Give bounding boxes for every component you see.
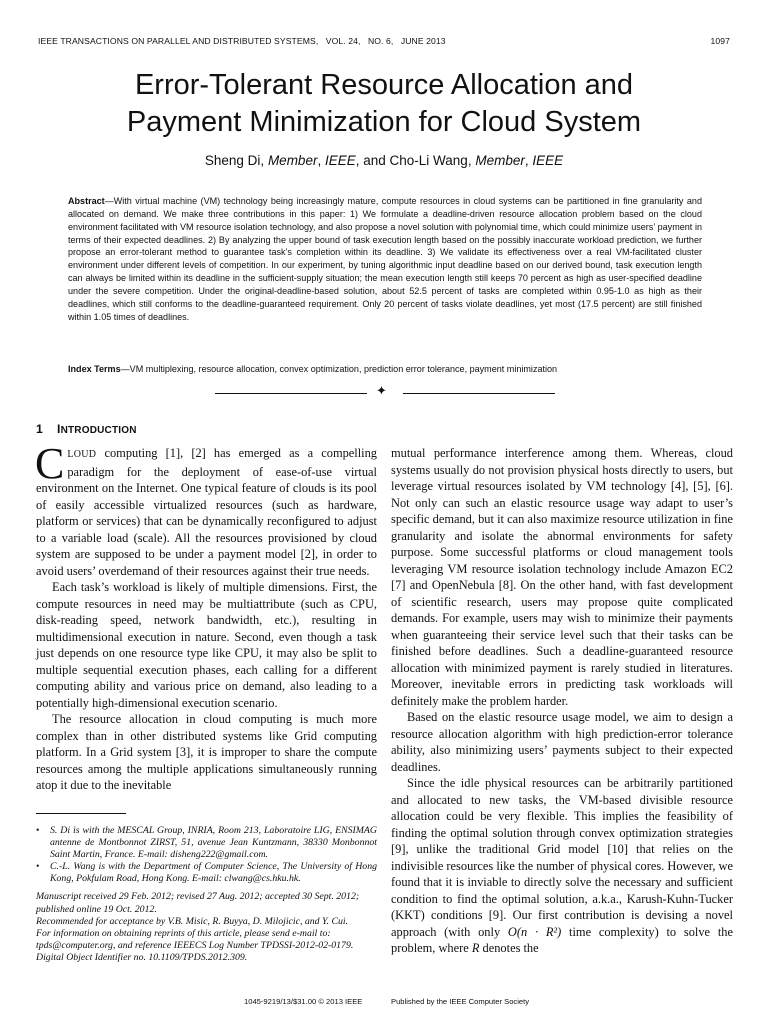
bullet-icon: •: [36, 825, 40, 836]
recommended-by: Recommended for acceptance by V.B. Misic, R. Buyya, D. Milojicic, and Y. Cui.: [36, 915, 349, 927]
divider-line-left: [215, 393, 367, 394]
right-paragraph-1: mutual performance interference among them. Whereas, cloud systems usually do not provision physical hosts directly to users, but leverage virtual resources isolated by VM technology [4], [5], [6]. Not only can such an elastic resource usage way adapt to user’s specific demand, but it can also maximize resource utilization in fine granularity and isolate the abnormal environments for safety purpose. Some successful platforms or cloud management tools leveraging VM resource isolation technology include Amazon EC2 [7] and OpenNebula [8]. On the other hand, with fast development of scientific research, users may propose quite complicated demands. For example, users may wish to minimize their payments when guaranteeing their service level such that their tasks can be finished before deadlines. Such a deadline-guaranteed resource allocation with minimized payment is rarely studied in literatures. Moreover, inevitable errors in predicting task workloads will definitely make the problem harder.: [391, 446, 733, 708]
section-number: 1: [36, 422, 43, 436]
math-complexity: O(n · R²): [507, 924, 562, 939]
footnote-rule: [36, 813, 126, 814]
math-r: R: [471, 941, 480, 955]
copyright-code: 1045-9219/13/$31.00 © 2013 IEEE: [244, 997, 363, 1006]
intro-paragraph-3: The resource allocation in cloud computing is much more complex than in other distributed systems like Grid computing platform. In a Grid system [3], it is improper to share the compute resources among the multiple applications simultaneously running atop it due to the inevitable: [36, 712, 377, 792]
author-2-ieee: IEEE: [532, 153, 564, 168]
intro-paragraph-1-text: computing [1], [2] has emerged as a compelling paradigm for the deployment of ease-of-use virtual environment on the Internet. One typical feature of clouds is its pool of easily accessible virtualized resources (such as hardware, platform or services) that can be dynamically reconfigured to adjust to a variable load (scale). All the resources provisioned by cloud system are supposed to be under a payment model [2], in order to avoid users’ overdemand of their resources against their true needs.: [36, 446, 377, 578]
section-title-initial: I: [56, 422, 61, 436]
drop-cap: C: [35, 439, 65, 488]
author-1-ieee: IEEE: [324, 153, 356, 168]
author-1-member: Member: [267, 153, 318, 168]
reprint-info: For information on obtaining reprints of this article, please send e-mail to: tpds@computer.org, and reference IEEECS Log Number TPDSSI-2012-02-0179.: [36, 927, 354, 951]
right-paragraph-3-end: denotes the: [479, 941, 539, 955]
author-2: Cho-Li Wang: [389, 153, 468, 168]
right-paragraph-2: Based on the elastic resource usage model, we aim to design a resource allocation algorithm with high prediction-error tolerance ability, also minimizing users’ payments subject to their expected deadlines.: [391, 710, 733, 774]
intro-paragraph-2: Each task’s workload is likely of multiple dimensions. First, the compute resources in need may be multiattribute (such as CPU, disk-reading speed, network bandwidth, etc.), resulting in multidimensional execution in nature. Second, even though a task just depends on one resource type like CPU, it may also be split to multiple sequential execution phases, each calling for a different computing ability and various price on demand, also leading to a potentially high-dimensional execution scenario.: [36, 580, 377, 710]
author-2-member: Member: [475, 153, 525, 168]
author-joiner: , and: [355, 153, 390, 168]
journal-header: IEEE TRANSACTIONS ON PARALLEL AND DISTRIBUTED SYSTEMS, VOL. 24, NO. 6, JUNE 2013: [38, 36, 446, 46]
doi: Digital Object Identifier no. 10.1109/TPDS.2012.309.: [36, 951, 248, 963]
publisher-line: Published by the IEEE Computer Society: [391, 997, 530, 1006]
page-number: 1097: [710, 36, 730, 46]
footnote-affiliation-2-text: C.-L. Wang is with the Department of Computer Science, The University of Hong Kong, Pokfulam Road, Hong Kong. E-mail: clwang@cs.hku.hk.: [50, 861, 377, 885]
manuscript-dates: Manuscript received 29 Feb. 2012; revised 27 Aug. 2012; accepted 30 Sept. 2012; published online 19 Oct. 2012.: [36, 891, 360, 915]
abstract-text: —With virtual machine (VM) technology being increasingly mature, compute resources in cloud systems can be partitioned in fine granularity and allocated on demand. We make three contributions in this paper: 1) We formulate a deadline-driven resource allocation problem based on the cloud environment facilitated with VM resource isolation technology, and also propose a novel solution with polynomial time, which could minimize users’ payment in terms of their expected deadlines. 2) By analyzing the upper bound of task execution length based on the possibly inaccurate workload prediction, we further propose an error-tolerant method to guarantee task’s completion within its deadline. 3) We validate its effectiveness over a real VM-facilitated cluster environment under different levels of competition. In our experiment, by tuning algorithmic input deadline based on our derived bound, task execution length can always be limited within its deadline in the sufficient-supply situation; the mean execution length still keeps 70 percent as high as user-specified deadline under the severe competition. Under the original-deadline-based solution, about 52.5 percent of tasks are completed within 0.95-1.0 as high as their deadlines, which still conforms to the deadline-guaranteed requirement. Only 20 percent of tasks violate deadlines, yet most (17.5 percent) are still finished within 1.05 times of deadlines.: [68, 196, 702, 322]
first-word-smallcaps: LOUD: [67, 449, 97, 460]
footnote-metadata: [36, 891, 377, 964]
intro-paragraph-1: [35, 439, 377, 579]
bullet-icon: •: [36, 861, 40, 873]
right-paragraph-3-start: Since the idle physical resources can be arbitrarily partitioned and allocated to new tasks, the VM-based divisible resource allocation could be very flexible. This implies the feasibility of finding the optimal solution through convex optimization strategies [9], unlike the traditional Grid model [10] that relies on the indivisible resources like the number of physical cores. However, we found that it is inviable to directly solve the necessary and sufficient condition to find the optimal solution, a.k.a., Karush-Kuhn-Tucker (KKT) conditions [9]. Our first contribution is devising a novel approach (with only: [391, 776, 733, 939]
footnote-affiliation-1-text: S. Di is with the MESCAL Group, INRIA, Room 213, Laboratoire LIG, ENSIMAG antenne de Montbonnot ZIRST, 51, avenue Jean Kuntzmann, 38330 Monbonnot Saint Martin, France. E-mail: disheng222@gmail.com.: [50, 825, 377, 861]
left-column: [35, 439, 377, 794]
author-line: Sheng Di, Member, IEEE, and Cho-Li Wang, Member, IEEE: [204, 153, 564, 168]
footnote-affiliation-2: [36, 861, 377, 885]
running-header: [38, 36, 730, 48]
paper-title: [38, 67, 730, 141]
title-line-2: Payment Minimization for Cloud System: [126, 106, 642, 138]
index-terms: [68, 363, 702, 376]
footnotes: [36, 825, 377, 964]
index-terms-label: Index Terms: [68, 364, 121, 374]
right-paragraph-3: [391, 775, 733, 957]
divider-diamond-icon: ✦: [376, 384, 387, 399]
section-heading: [36, 422, 137, 436]
title-line-1: Error-Tolerant Resource Allocation and: [134, 69, 634, 101]
right-column: [391, 445, 733, 957]
footnote-affiliation-1: [36, 825, 377, 861]
section-title-rest: NTRODUCTION: [60, 425, 137, 436]
section-divider: [215, 384, 555, 399]
divider-line-right: [403, 393, 555, 394]
abstract-label: Abstract: [68, 196, 105, 206]
author-1: Sheng Di: [204, 153, 261, 168]
index-terms-text: —VM multiplexing, resource allocation, convex optimization, prediction error tolerance, payment minimization: [120, 364, 558, 374]
abstract: [68, 195, 702, 323]
right-paragraph-3-mid: time complexity) to solve the problem, where: [391, 924, 733, 955]
